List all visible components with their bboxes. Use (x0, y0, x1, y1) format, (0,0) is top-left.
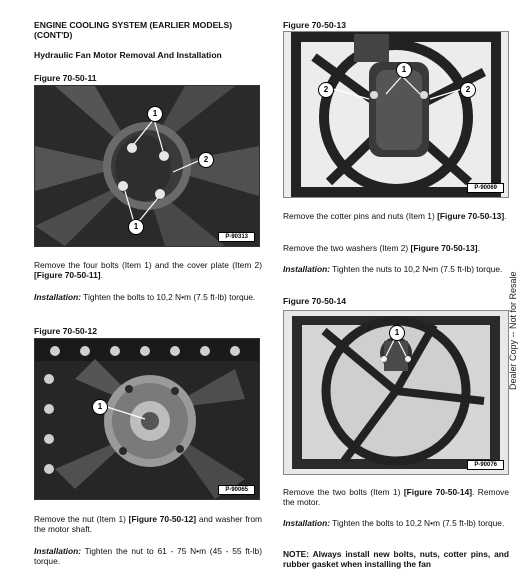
remove-motor-paragraph (283, 487, 509, 508)
figure-13-ref-2: [Figure 70-50-13] (410, 243, 478, 253)
figure-14-code: P-90076 (467, 460, 504, 470)
installation-13-text: Tighten the nuts to 10,2 N•m (7.5 ft-lb) torque. (330, 264, 503, 274)
figure-11-ref: [Figure 70-50-11] (34, 270, 101, 281)
remove-cotter-end: . (504, 211, 507, 221)
figure-13-photo (283, 31, 509, 198)
callout-1-lower: 1 (128, 219, 144, 235)
remove-nut-end: and washer from the motor shaft. (34, 514, 263, 535)
figure-12-ref: [Figure 70-50-12] (128, 514, 197, 524)
installation-14-paragraph (283, 518, 509, 528)
installation-12-paragraph (34, 546, 262, 567)
remove-cotter-text: Remove the cotter pins and nuts (Item 1) (283, 211, 438, 221)
remove-nut-text: Remove the nut (Item 1) (34, 514, 129, 524)
figure-11-label: Figure 70-50-11 (34, 73, 97, 83)
callout-2: 2 (198, 152, 214, 168)
figure-12-label: Figure 70-50-12 (34, 326, 98, 336)
remove-motor-text: Remove the two bolts (Item 1) (283, 487, 404, 497)
figure-12-photo (34, 338, 260, 500)
figure-11-code: P-90313 (218, 232, 255, 242)
callout-2-right: 2 (460, 82, 476, 98)
remove-washers-text: Remove the two washers (Item 2) (283, 243, 411, 253)
callout-1: 1 (92, 399, 108, 415)
figure-11-photo (34, 85, 260, 247)
remove-bolts-text: Remove the four bolts (Item 1) and the cover plate (Item 2) (34, 260, 262, 270)
callout-1: 1 (147, 106, 163, 122)
section-title-line: ENGINE COOLING SYSTEM (EARLIER MODELS) (34, 20, 233, 30)
installation-14-text: Tighten the bolts to 10,2 N•m (7.5 ft-lb) torque. (330, 518, 505, 528)
remove-nut-paragraph (34, 514, 262, 535)
figure-13-code: P-90069 (467, 183, 504, 193)
installation-11-text: Tighten the bolts to 10,2 N•m (7.5 ft-lb) torque. (81, 292, 256, 302)
figure-13-ref: [Figure 70-50-13] (437, 211, 505, 221)
section-contd: (CONT'D) (34, 30, 73, 40)
installation-13-paragraph (283, 264, 509, 274)
remove-washers-paragraph (283, 243, 509, 253)
motor-hub-illustration (35, 339, 259, 499)
subsection-title: Hydraulic Fan Motor Removal And Installation (34, 50, 222, 60)
figure-14-ref: [Figure 70-50-14] (403, 487, 473, 497)
installation-label: Installation: (34, 292, 81, 302)
callout-1: 1 (389, 325, 405, 341)
installation-label: Installation: (34, 546, 81, 556)
note-paragraph: NOTE: Always install new bolts, nuts, cotter pins, and rubber gasket when installing the fan (283, 549, 509, 570)
installation-label: Installation: (283, 264, 330, 274)
remove-bolts-end: . (100, 270, 103, 281)
callout-2-left: 2 (318, 82, 334, 98)
remove-motor-end: . Remove the motor. (283, 487, 509, 508)
remove-cotter-pins-paragraph (283, 211, 509, 221)
callout-1: 1 (396, 62, 412, 78)
remove-bolts-paragraph (34, 260, 262, 281)
remove-washers-end: . (477, 243, 480, 253)
figure-12-code: P-90065 (218, 485, 255, 495)
installation-11-paragraph (34, 292, 262, 302)
fan-shroud-motor-illustration (284, 32, 508, 197)
section-title (34, 20, 264, 40)
figure-13-label: Figure 70-50-13 (283, 20, 347, 30)
installation-12-text: Tighten the nut to 61 - 75 N•m (45 - 55 ft-lb) torque. (34, 546, 262, 567)
dealer-copy-note: Dealer Copy -- Not for Resale (508, 271, 518, 390)
figure-14-photo (283, 310, 509, 475)
figure-14-label: Figure 70-50-14 (283, 296, 347, 306)
installation-label: Installation: (283, 518, 330, 528)
